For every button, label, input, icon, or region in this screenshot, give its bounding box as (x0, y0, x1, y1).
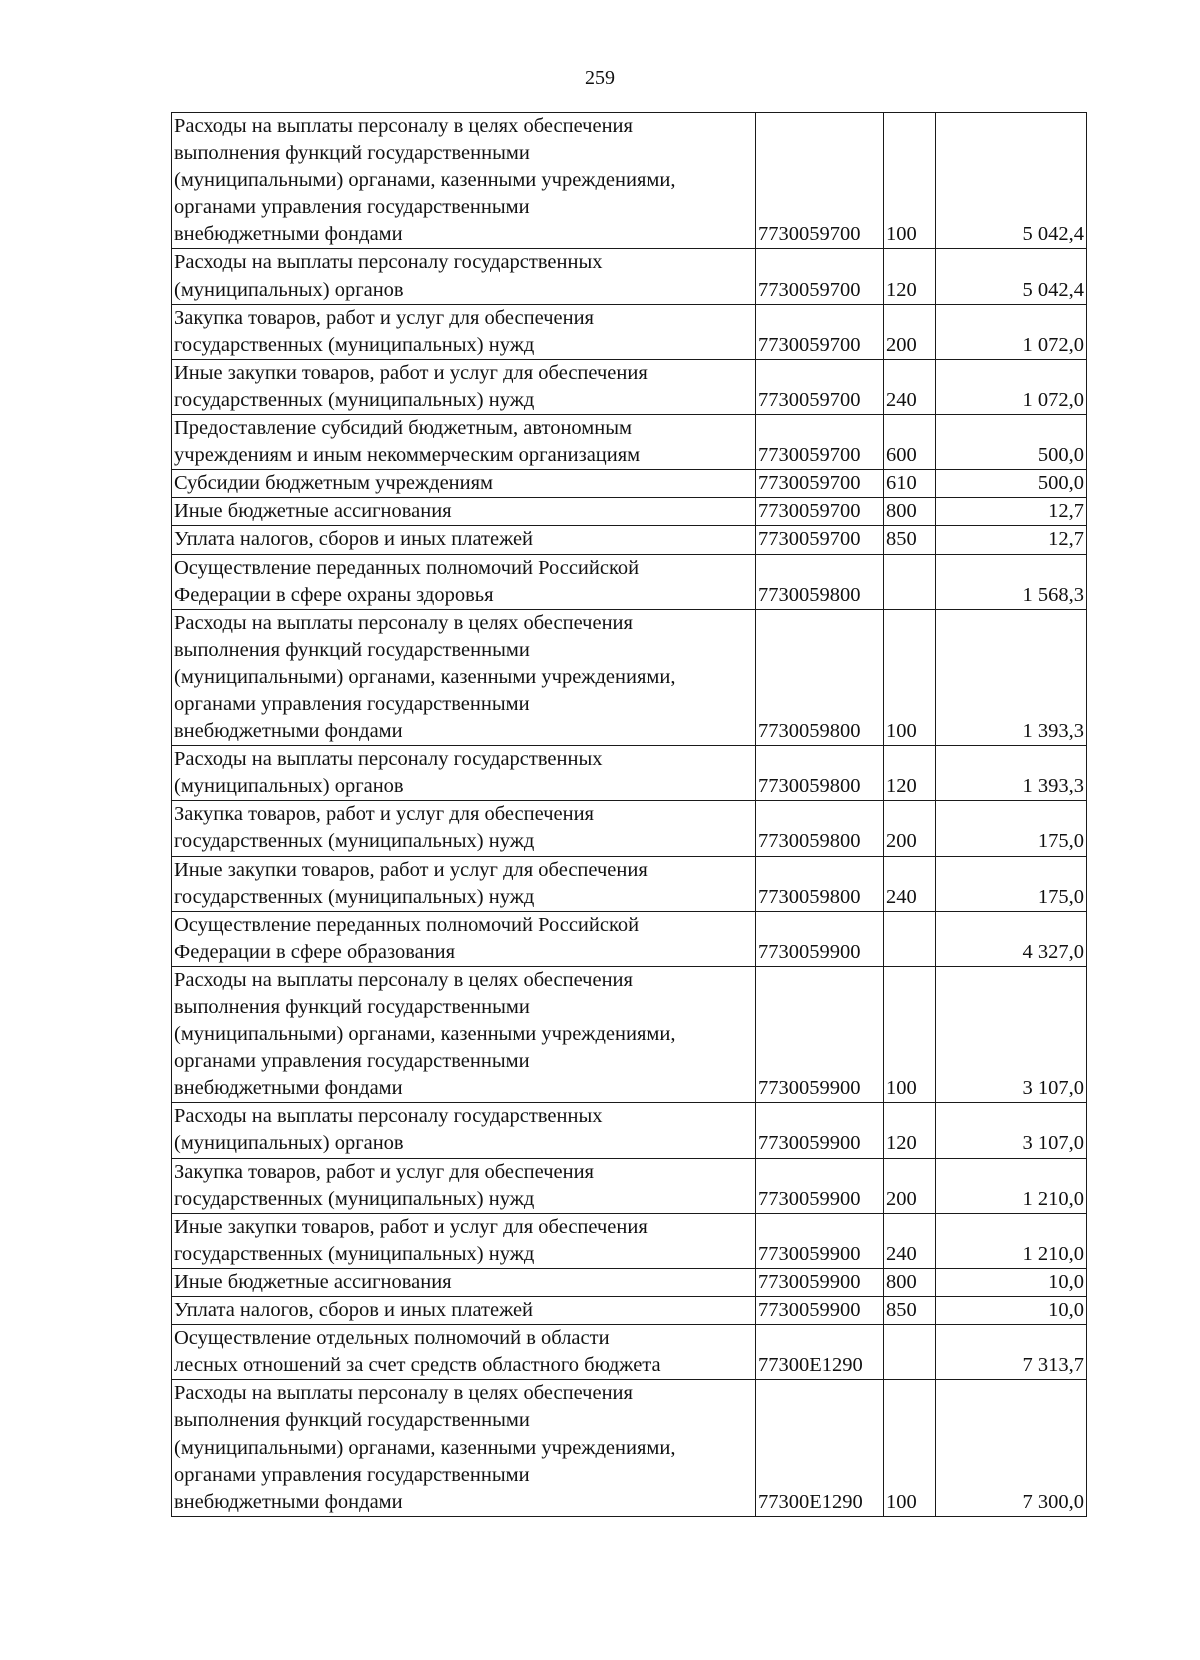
expense-type-cell (884, 911, 936, 966)
table-row (172, 526, 1087, 554)
amount-cell: 500,0 (936, 415, 1087, 470)
target-code-cell: 7730059700 (756, 304, 884, 359)
amount-cell: 12,7 (936, 498, 1087, 526)
table-row (172, 1325, 1087, 1380)
table-row (172, 609, 1087, 745)
target-code-cell: 7730059900 (756, 1297, 884, 1325)
expense-name-cell: Закупка товаров, работ и услуг для обеспечения государственных (муниципальных) нужд (172, 304, 756, 359)
amount-cell: 4 327,0 (936, 911, 1087, 966)
amount-cell: 12,7 (936, 526, 1087, 554)
amount-cell: 175,0 (936, 856, 1087, 911)
target-code-cell: 7730059900 (756, 1213, 884, 1268)
target-code-cell: 7730059700 (756, 113, 884, 249)
expense-name-cell: Расходы на выплаты персоналу в целях обеспечения выполнения функций государственными (муниципальными) органами, казенными учреждениями, органами управления государственными внебюджетными фондами (172, 966, 756, 1102)
page-number: 259 (585, 67, 615, 89)
amount-cell: 175,0 (936, 801, 1087, 856)
expense-type-cell: 100 (884, 1380, 936, 1516)
target-code-cell: 7730059800 (756, 801, 884, 856)
amount-cell: 1 072,0 (936, 304, 1087, 359)
table-row (172, 801, 1087, 856)
expense-name-cell: Иные закупки товаров, работ и услуг для обеспечения государственных (муниципальных) нужд (172, 1213, 756, 1268)
target-code-cell: 7730059700 (756, 470, 884, 498)
amount-cell: 1 393,3 (936, 746, 1087, 801)
amount-cell: 5 042,4 (936, 113, 1087, 249)
amount-cell: 1 393,3 (936, 609, 1087, 745)
table-row (172, 1103, 1087, 1158)
expense-type-cell: 100 (884, 113, 936, 249)
expense-name-cell: Расходы на выплаты персоналу в целях обеспечения выполнения функций государственными (муниципальными) органами, казенными учреждениями, органами управления государственными внебюджетными фондами (172, 1380, 756, 1516)
expense-type-cell (884, 1325, 936, 1380)
expense-name-cell: Расходы на выплаты персоналу государственных (муниципальных) органов (172, 1103, 756, 1158)
expense-name-cell: Расходы на выплаты персоналу в целях обеспечения выполнения функций государственными (муниципальными) органами, казенными учреждениями, органами управления государственными внебюджетными фондами (172, 113, 756, 249)
table-row (172, 249, 1087, 304)
amount-cell: 1 210,0 (936, 1213, 1087, 1268)
amount-cell: 10,0 (936, 1268, 1087, 1296)
target-code-cell: 7730059700 (756, 498, 884, 526)
expense-type-cell: 120 (884, 249, 936, 304)
amount-cell: 5 042,4 (936, 249, 1087, 304)
expense-type-cell: 800 (884, 498, 936, 526)
expense-name-cell: Осуществление отдельных полномочий в области лесных отношений за счет средств областного бюджета (172, 1325, 756, 1380)
table-row (172, 1268, 1087, 1296)
table-row (172, 1380, 1087, 1516)
expense-type-cell: 240 (884, 1213, 936, 1268)
expense-name-cell: Уплата налогов, сборов и иных платежей (172, 526, 756, 554)
expense-name-cell: Уплата налогов, сборов и иных платежей (172, 1297, 756, 1325)
amount-cell: 500,0 (936, 470, 1087, 498)
amount-cell: 1 568,3 (936, 554, 1087, 609)
expense-name-cell: Расходы на выплаты персоналу государственных (муниципальных) органов (172, 746, 756, 801)
target-code-cell: 7730059700 (756, 526, 884, 554)
table-row (172, 1297, 1087, 1325)
target-code-cell: 7730059900 (756, 966, 884, 1102)
expense-name-cell: Иные бюджетные ассигнования (172, 1268, 756, 1296)
target-code-cell: 77300E1290 (756, 1325, 884, 1380)
target-code-cell: 7730059700 (756, 415, 884, 470)
expense-type-cell: 100 (884, 966, 936, 1102)
expense-type-cell: 800 (884, 1268, 936, 1296)
target-code-cell: 77300E1290 (756, 1380, 884, 1516)
expense-name-cell: Закупка товаров, работ и услуг для обеспечения государственных (муниципальных) нужд (172, 801, 756, 856)
expense-name-cell: Расходы на выплаты персоналу в целях обеспечения выполнения функций государственными (муниципальными) органами, казенными учреждениями, органами управления государственными внебюджетными фондами (172, 609, 756, 745)
amount-cell: 7 300,0 (936, 1380, 1087, 1516)
amount-cell: 10,0 (936, 1297, 1087, 1325)
target-code-cell: 7730059800 (756, 856, 884, 911)
target-code-cell: 7730059700 (756, 249, 884, 304)
target-code-cell: 7730059700 (756, 359, 884, 414)
expense-type-cell: 200 (884, 304, 936, 359)
expense-name-cell: Закупка товаров, работ и услуг для обеспечения государственных (муниципальных) нужд (172, 1158, 756, 1213)
expense-type-cell: 850 (884, 526, 936, 554)
target-code-cell: 7730059900 (756, 1268, 884, 1296)
table-row (172, 1213, 1087, 1268)
table-row (172, 554, 1087, 609)
amount-cell: 3 107,0 (936, 966, 1087, 1102)
expense-type-cell: 100 (884, 609, 936, 745)
budget-table (171, 112, 1087, 1517)
table-row (172, 1158, 1087, 1213)
expense-type-cell: 240 (884, 856, 936, 911)
expense-name-cell: Субсидии бюджетным учреждениям (172, 470, 756, 498)
target-code-cell: 7730059800 (756, 746, 884, 801)
expense-type-cell: 600 (884, 415, 936, 470)
expense-type-cell: 120 (884, 746, 936, 801)
table-row (172, 415, 1087, 470)
table-row (172, 113, 1087, 249)
expense-type-cell: 200 (884, 1158, 936, 1213)
amount-cell: 1 072,0 (936, 359, 1087, 414)
amount-cell: 1 210,0 (936, 1158, 1087, 1213)
expense-name-cell: Осуществление переданных полномочий Российской Федерации в сфере образования (172, 911, 756, 966)
expense-name-cell: Иные бюджетные ассигнования (172, 498, 756, 526)
amount-cell: 3 107,0 (936, 1103, 1087, 1158)
table-row (172, 498, 1087, 526)
expense-type-cell: 120 (884, 1103, 936, 1158)
expense-name-cell: Иные закупки товаров, работ и услуг для обеспечения государственных (муниципальных) нужд (172, 359, 756, 414)
table-row (172, 746, 1087, 801)
target-code-cell: 7730059800 (756, 554, 884, 609)
expense-type-cell: 240 (884, 359, 936, 414)
table-row (172, 856, 1087, 911)
table-row (172, 966, 1087, 1102)
target-code-cell: 7730059900 (756, 1158, 884, 1213)
target-code-cell: 7730059900 (756, 911, 884, 966)
expense-type-cell: 850 (884, 1297, 936, 1325)
table-row (172, 911, 1087, 966)
amount-cell: 7 313,7 (936, 1325, 1087, 1380)
target-code-cell: 7730059800 (756, 609, 884, 745)
table-row (172, 304, 1087, 359)
expense-type-cell: 610 (884, 470, 936, 498)
table-row (172, 470, 1087, 498)
expense-name-cell: Предоставление субсидий бюджетным, автономным учреждениям и иным некоммерческим организациям (172, 415, 756, 470)
expense-type-cell (884, 554, 936, 609)
table-row (172, 359, 1087, 414)
expense-name-cell: Иные закупки товаров, работ и услуг для обеспечения государственных (муниципальных) нужд (172, 856, 756, 911)
expense-type-cell: 200 (884, 801, 936, 856)
target-code-cell: 7730059900 (756, 1103, 884, 1158)
expense-name-cell: Расходы на выплаты персоналу государственных (муниципальных) органов (172, 249, 756, 304)
expense-name-cell: Осуществление переданных полномочий Российской Федерации в сфере охраны здоровья (172, 554, 756, 609)
budget-table-body (172, 113, 1087, 1517)
